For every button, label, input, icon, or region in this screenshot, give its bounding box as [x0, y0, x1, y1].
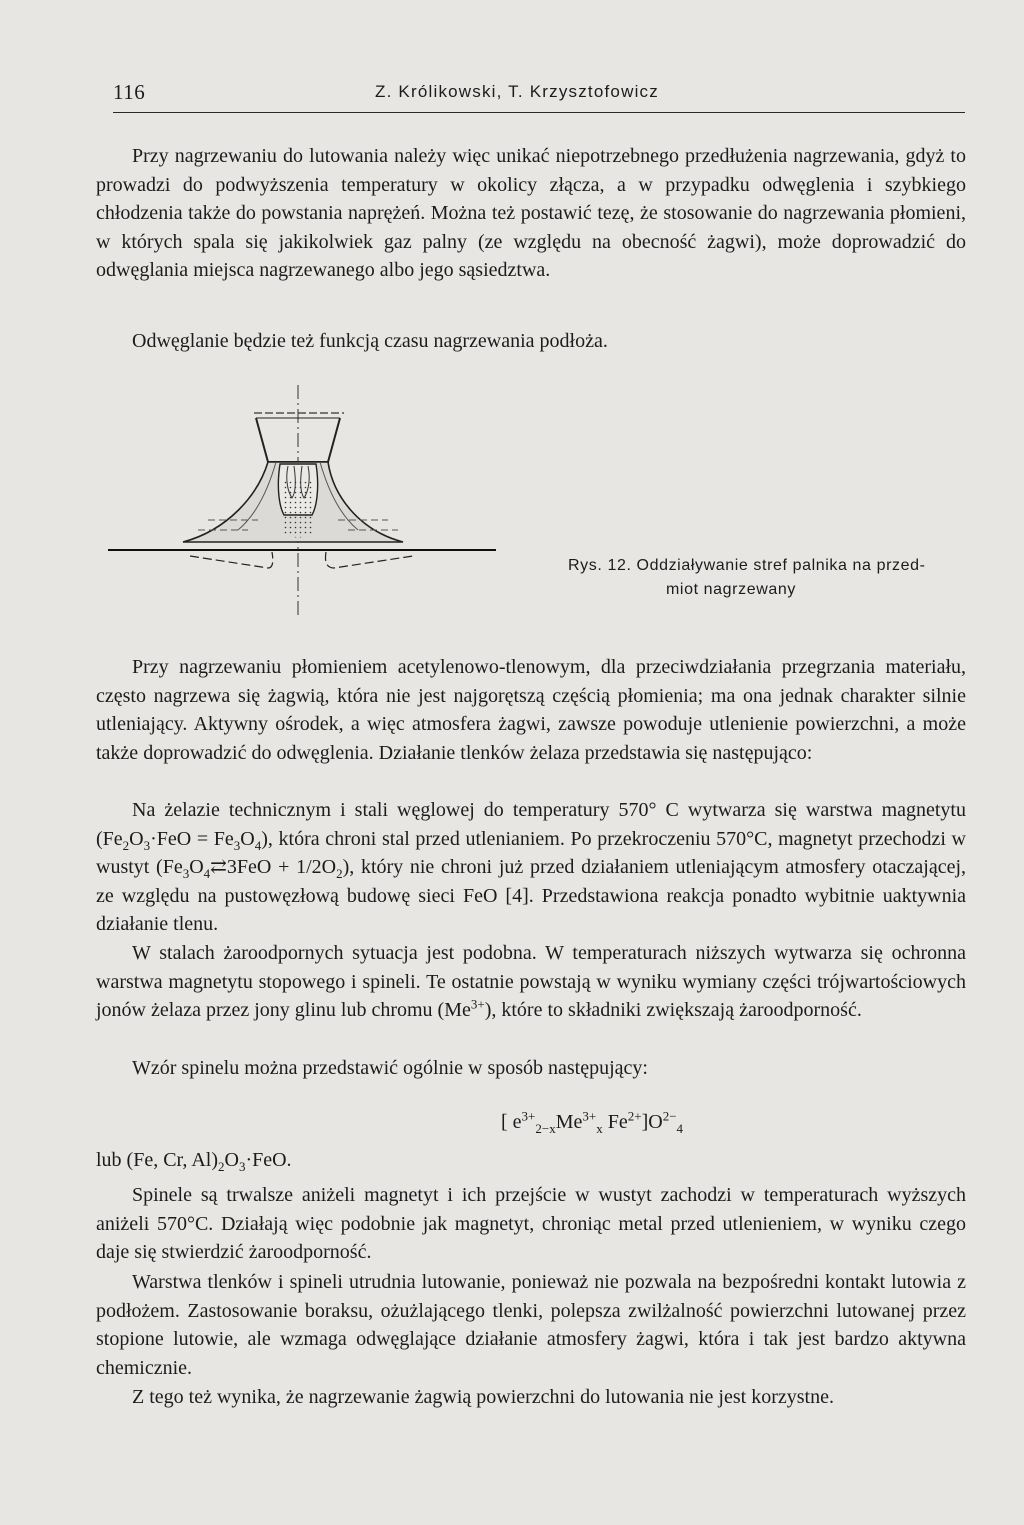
burner-diagram: [108, 380, 508, 620]
figure-caption: [568, 554, 968, 602]
paragraph-2: Odwęglanie będzie też funkcją czasu nagrzewania podłoża.: [132, 330, 608, 352]
decarb-zone-left: [190, 552, 273, 568]
flame-dots: [282, 480, 314, 538]
paragraph-10: Z tego też wynika, że nagrzewanie żagwią powierzchni do lutowania nie jest korzystne.: [132, 1386, 834, 1408]
sub-4b: 4: [203, 866, 211, 881]
paragraph-6: Wzór spinelu można przedstawić ogólnie w sposób następujący:: [132, 1057, 648, 1079]
spinel-formula-line: [96, 1107, 966, 1147]
paragraph-3: Przy nagrzewaniu płomieniem acetylenowo-tlenowym, dla przeciwdziałania przegrzania materiału, często nagrzewa się żagwią, która nie jest najgorętszą częścią płomienia; ma ona jednak charakter silnie utleniający. Aktywny ośrodek, a więc atmosfera żagwi, zawsze powoduje utlenienie powierzchni, a może także doprowadzić do odwęglenia. Działanie tlenków żelaza przedstawia się następująco:: [96, 656, 966, 764]
paragraph-5: [96, 939, 966, 1025]
alternative-formula: lub (Fe, Cr, $Al)_2O_3\cdot FeO$.: [96, 1149, 292, 1174]
caption-line-2: miot nagrzewany: [666, 581, 796, 598]
p5-text-a: W stalach żaroodpornych sytuacja jest podobna. W temperaturach niższych wytwarza się ochronna warstwa magnetytu stopowego i spineli. Te ostatnie powstają w wyniku wymiany części trójwartościowych jonów żelaza przez jony glinu lub chromu (Me: [96, 942, 966, 1021]
p4-text-c: ·FeO = Fe: [150, 827, 234, 850]
paragraph-9: Warstwa tlenków i spineli utrudnia lutowanie, ponieważ nie pozwala na bezpośredni kontakt lutowia z podłożem. Zastosowanie boraksu, ożużlającego tlenki, polepsza zwilżalność powierzchni lutowanej przez stopione lutowie, ale wzmaga odwęglające działanie atmosfery żagwi, która i tak jest bardzo aktywna chemicznie.: [96, 1271, 966, 1379]
decarb-zone-right: [325, 552, 413, 568]
p4-text-b: O: [129, 827, 144, 850]
sub-3: 3: [143, 837, 151, 853]
page-number: 116: [113, 80, 146, 104]
burner-figure: [108, 380, 508, 620]
paragraph-8: Spinele są trwalsze aniżeli magnetyt i ich przejście w wustyt zachodzi w temperaturach wyższych aniżeli 570°C. Działają więc podobnie jak magnetyt, chroniąc metal przed utlenieniem, w wyniku czego daje się stwierdzić żaroodporność.: [96, 1184, 966, 1263]
p4-text-a: Na żelazie technicznym i stali węglowej do temperatury 570° C wytwarza się warstwa magnetytu (Fe: [96, 799, 966, 850]
running-head: Z. Królikowski, T. Krzysztofowicz: [375, 82, 659, 101]
caption-line-1: Rys. 12. Oddziaływanie stref palnika na przed-: [568, 557, 926, 574]
paragraph-4: [96, 796, 966, 939]
sub-2: 2: [122, 837, 130, 853]
p4-text-e: ), która chroni stal przed utlenianiem. Po przekroczeniu 570°C, magnetyt przechodzi w wustyt (Fe: [96, 827, 966, 878]
sub-2b: 2: [336, 866, 343, 881]
p4-text-h: ), który nie chroni już przed działaniem utleniającym atmosfery otaczającej, ze względu na pustowęzłową budowę sieci FeO [4]. Przedstawiona reakcja ponadto wybitnie uaktywnia działanie tlenu.: [96, 856, 967, 935]
spinel-formula: [ $e^{3+}_{2-x}Me^{3+}_x$ $Fe^{2+}]O^{2-}_4$: [501, 1108, 684, 1136]
paragraph-1: Przy nagrzewaniu do lutowania należy więc unikać niepotrzebnego przedłużenia nagrzewania, gdyż to prowadzi do podwyższenia temperatury w okolicy złącza, a w przypadku odwęglenia i szybkiego chłodzenia także do powstania naprężeń. Można też postawić tezę, że stosowanie do nagrzewania płomieni, w których spala się jakikolwiek gaz palny (ze względu na obecność żagwi), może doprowadzić do odwęglania miejsca nagrzewanego albo jego sąsiedztwa.: [96, 145, 966, 281]
p4-text-f: O: [189, 856, 204, 878]
p5-text-b: ), które to składniki zwiększają żaroodporność.: [484, 999, 862, 1021]
p4-text-d: O: [240, 827, 255, 850]
page-header: [113, 80, 965, 113]
sup-3plus: 3+: [470, 996, 485, 1012]
p4-text-g: ⇄3FeO + 1/2O: [210, 856, 337, 878]
sub-3c: 3: [182, 866, 190, 881]
sub-3b: 3: [233, 837, 241, 853]
sub-4: 4: [254, 837, 262, 853]
